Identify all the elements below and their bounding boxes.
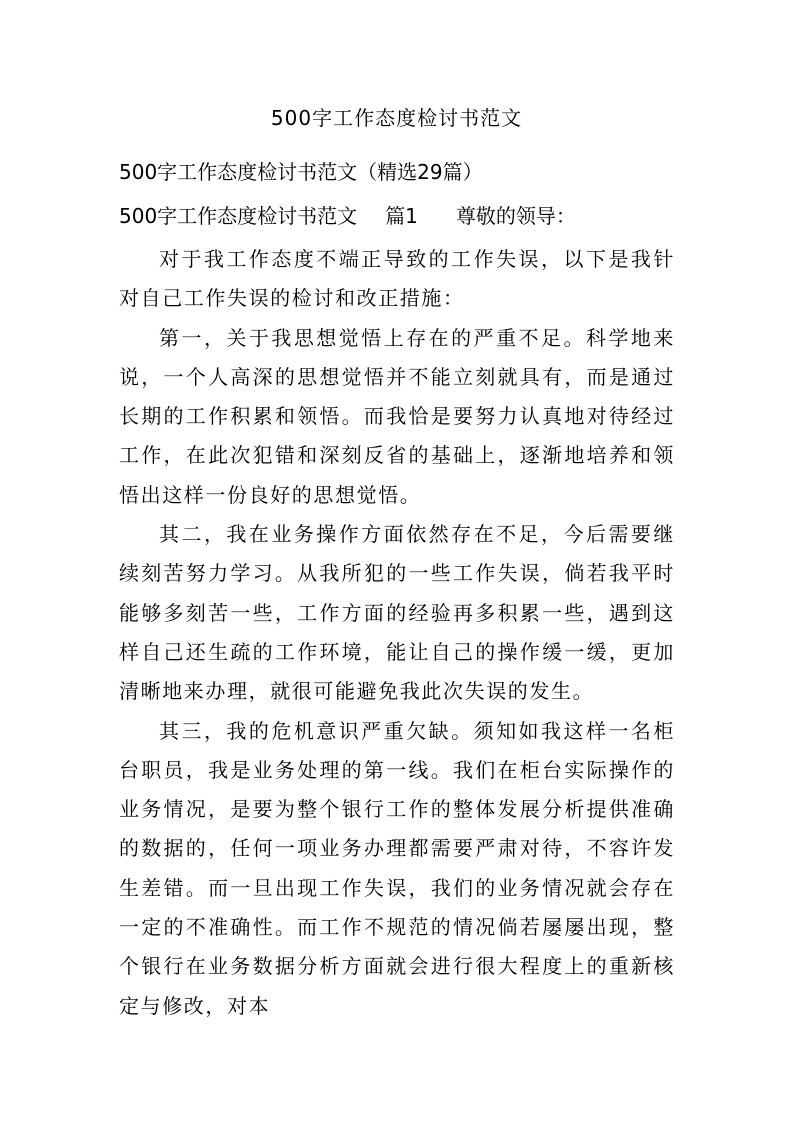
document-title: 500字工作态度检讨书范文 [270, 106, 523, 130]
paragraph: 对于我工作态度不端正导致的工作失误，以下是我针对自己工作失误的检讨和改正措施： [119, 247, 675, 311]
greeting: 尊敬的领导： [455, 204, 576, 228]
section-title: 500字工作态度检讨书范文 [119, 204, 358, 228]
body-text [119, 240, 675, 1026]
document-subtitle: 500字工作态度检讨书范文（精选29篇） [119, 160, 483, 184]
paragraph: 其三，我的危机意识严重欠缺。须知如我这样一名柜台职员，我是业务处理的第一线。我们在柜台实际操作的业务情况，是要为整个银行工作的整体发展分析提供准确的数据的，任何一项业务办理都需要严肃对待，不容许发生差错。而一旦出现工作失误，我们的业务情况就会存在一定的不准确性。而工作不规范的情况倘若屡屡出现，整个银行在业务数据分析方面就会进行很大程度上的重新核定与修改，对本 [119, 718, 675, 1018]
paragraph: 其二，我在业务操作方面依然存在不足，今后需要继续刻苦努力学习。从我所犯的一些工作失误，倘若我平时能够多刻苦一些，工作方面的经验再多积累一些，遇到这样自己还生疏的工作环境，能让自己的操作缓一缓，更加清晰地来办理，就很可能避免我此次失误的发生。 [119, 522, 675, 704]
paragraph: 第一，关于我思想觉悟上存在的严重不足。科学地来说，一个人高深的思想觉悟并不能立刻就具有，而是通过长期的工作积累和领悟。而我恰是要努力认真地对待经过工作，在此次犯错和深刻反省的基础上，逐渐地培养和领悟出这样一份良好的思想觉悟。 [119, 325, 675, 507]
section-number: 篇1 [385, 204, 418, 228]
section-heading [119, 202, 576, 230]
